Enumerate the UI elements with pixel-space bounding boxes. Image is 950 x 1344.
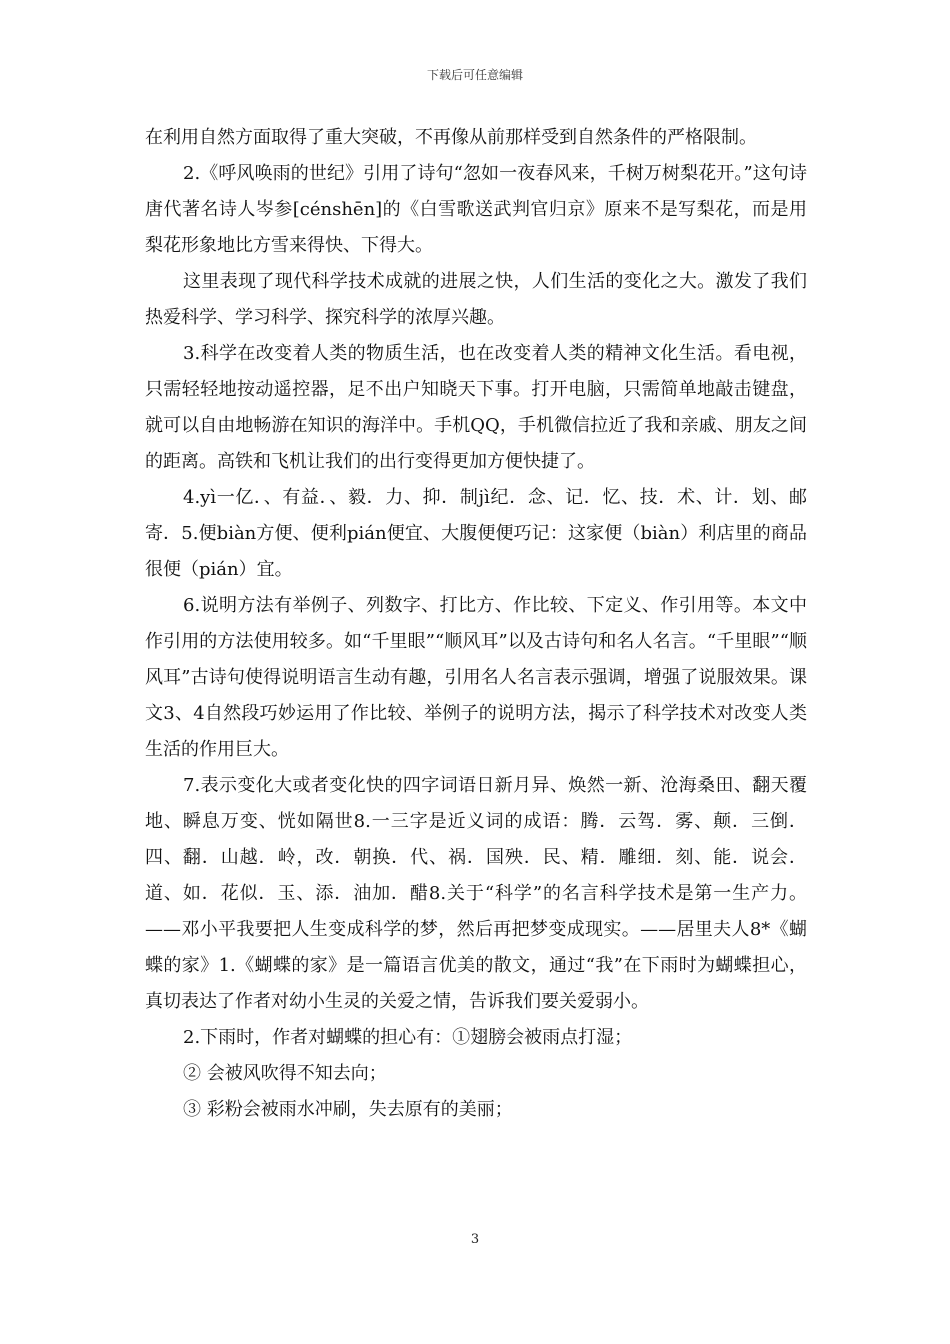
page-header: 下载后可任意编辑: [426, 68, 523, 82]
paragraph-7: 7.表示变化大或者变化快的四字词语日新月异、焕然一新、沧海桑田、翻天覆地、瞬息万变、恍如隔世8.一三字是近义词的成语：腾．云驾．雾、颠．三倒．四、翻．山越．岭，改．朝换．代、祸．国殃．民、精．雕细．刻、能．说会．道、如．花似．玉、添．油加．醋8.关于“科学”的名言科学技术是第一生产力。——邓小平我要把人生变成科学的梦，然后再把梦变成现实。——居里夫人8*《蝴蝶的家》1.《蝴蝶的家》是一篇语言优美的散文，通过“我”在下雨时为蝴蝶担心，真切表达了作者对幼小生灵的关爱之情，告诉我们要关爱弱小。: [145, 775, 807, 1012]
paragraph-8: 2.下雨时，作者对蝴蝶的担心有：①翅膀会被雨点打湿；: [183, 1027, 633, 1048]
paragraph-1: 在利用自然方面取得了重大突破，不再像从前那样受到自然条件的严格限制。: [145, 127, 757, 148]
paragraph-2: 2.《呼风唤雨的世纪》引用了诗句“忽如一夜春风来，千树万树梨花开。”这句诗唐代著名诗人岑参[cénshēn]的《白雪歌送武判官归京》原来不是写梨花，而是用梨花形象地比方雪来得快、下得大。: [145, 163, 807, 256]
paragraph-5: 4.yì一亿．、有益．、毅．力、抑．制jì纪．念、记．忆、技．术、计．划、邮寄．5.便biàn方便、便利pián便宜、大腹便便巧记：这家便（biàn）利店里的商品很便（pián）宜。: [145, 487, 807, 580]
paragraph-6: 6.说明方法有举例子、列数字、打比方、作比较、下定义、作引用等。本文中作引用的方法使用较多。如“千里眼”“顺风耳”以及古诗句和名人名言。“千里眼”“顺风耳”古诗句使得说明语言生动有趣，引用名人名言表示强调，增强了说服效果。课文3、4自然段巧妙运用了作比较、举例子的说明方法，揭示了科学技术对改变人类生活的作用巨大。: [145, 595, 807, 760]
paragraph-9: ② 会被风吹得不知去向；: [183, 1063, 387, 1084]
document-body: [145, 120, 807, 1128]
paragraph-4: 3.科学在改变着人类的物质生活，也在改变着人类的精神文化生活。看电视，只需轻轻地按动遥控器，足不出户知晓天下事。打开电脑，只需简单地敲击键盘，就可以自由地畅游在知识的海洋中。手机QQ，手机微信拉近了我和亲戚、朋友之间的距离。高铁和飞机让我们的出行变得更加方便快捷了。: [145, 343, 807, 472]
page-number: 3: [470, 1232, 480, 1247]
paragraph-3: 这里表现了现代科学技术成就的进展之快，人们生活的变化之大。激发了我们热爱科学、学习科学、探究科学的浓厚兴趣。: [145, 271, 807, 328]
paragraph-10: ③ 彩粉会被雨水冲刷，失去原有的美丽；: [183, 1099, 513, 1120]
